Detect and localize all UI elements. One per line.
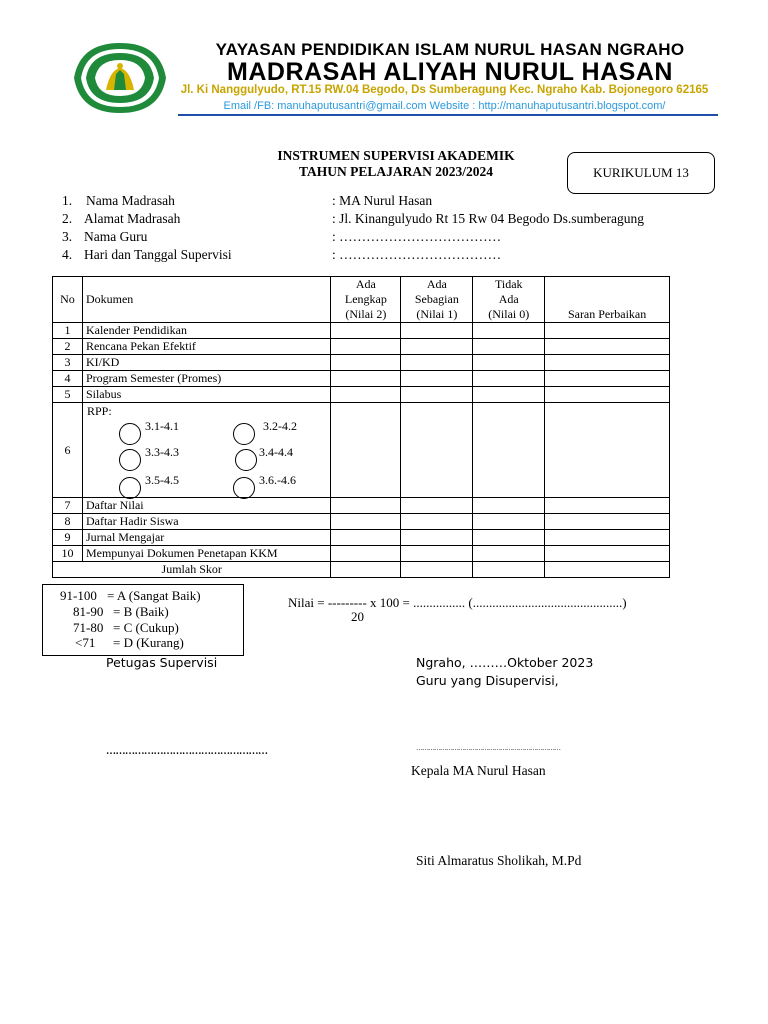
rpp-item-1: 3.1-4.1 (144, 419, 179, 433)
rpp-item-6: 3.6.-4.6 (258, 473, 296, 487)
table-row (53, 387, 670, 403)
info-label-1: Nama Madrasah (86, 193, 175, 208)
info-value-2: : Jl. Kinangulyudo Rt 15 Rw 04 Begodo Ds.sumberagung (332, 211, 644, 226)
place-date: Ngraho, ………Oktober 2023 (416, 655, 594, 670)
grade-range-d: <71 (75, 635, 96, 650)
table-row (53, 339, 670, 355)
foundation-name: YAYASAN PENDIDIKAN ISLAM NURUL HASAN NGRAHO (215, 40, 685, 59)
row-doc: Jurnal Mengajar (82, 530, 330, 546)
row-no: 1 (53, 323, 83, 339)
rpp-item-4: 3.4-4.4 (258, 445, 293, 459)
info-label-2: Alamat Madrasah (84, 211, 181, 226)
grade-value-a: = A (Sangat Baik) (107, 588, 201, 603)
row-no: 10 (53, 546, 83, 562)
grade-value-d: = D (Kurang) (113, 635, 184, 650)
table-row (53, 546, 670, 562)
document-title: INSTRUMEN SUPERVISI AKADEMIK (277, 148, 515, 163)
table-row (53, 371, 670, 387)
school-logo (70, 40, 170, 116)
row-doc: KI/KD (82, 355, 330, 371)
header-tidak-ada: Tidak Ada (Nilai 0) (473, 277, 545, 323)
row-no: 4 (53, 371, 83, 387)
table-row-rpp (53, 403, 670, 498)
table-row (53, 323, 670, 339)
academic-year: TAHUN PELAJARAN 2023/2024 (298, 164, 493, 179)
info-num-1: 1. (62, 193, 73, 208)
row-no: 8 (53, 514, 83, 530)
grade-range-c: 71-80 (73, 620, 104, 635)
header-saran: Saran Perbaikan (545, 277, 670, 323)
table-row (53, 514, 670, 530)
header-ada-sebagian: Ada Sebagian (Nilai 1) (401, 277, 473, 323)
score-formula: Nilai = --------- x 100 = ................ (..............................................) (288, 595, 627, 610)
rpp-checkbox-5[interactable] (119, 477, 141, 499)
rpp-item-2: 3.2-4.2 (262, 419, 297, 433)
row-no: 3 (53, 355, 83, 371)
table-row (53, 530, 670, 546)
info-value-1: : MA Nurul Hasan (332, 193, 433, 208)
teacher-title: Guru yang Disupervisi, (416, 673, 559, 688)
supervisor-signature-line: …………………………………………… (106, 746, 268, 757)
row-no: 9 (53, 530, 83, 546)
header-dokumen: Dokumen (82, 277, 330, 323)
row-no: 2 (53, 339, 83, 355)
rpp-checkbox-3[interactable] (119, 449, 141, 471)
row-no: 5 (53, 387, 83, 403)
info-label-4: Hari dan Tanggal Supervisi (84, 247, 232, 262)
total-label: Jumlah Skor (53, 562, 331, 578)
curriculum-box: KURIKULUM 13 (567, 152, 715, 194)
school-contact: Email /FB: manuhaputusantri@gmail.com Website : http://manuhaputusantri.blogspot.com/ (223, 100, 666, 112)
rpp-checkbox-4[interactable] (235, 449, 257, 471)
header-ada-lengkap: Ada Lengkap (Nilai 2) (331, 277, 401, 323)
table-total-row (53, 562, 670, 578)
info-value-3: : ……………………………… (332, 229, 502, 244)
row-doc: Mempunyai Dokumen Penetapan KKM (82, 546, 330, 562)
grade-value-b: = B (Baik) (113, 604, 169, 619)
table-row (53, 355, 670, 371)
header-divider (178, 114, 718, 116)
info-label-3: Nama Guru (84, 229, 148, 244)
info-num-2: 2. (62, 211, 73, 226)
grade-range-b: 81-90 (73, 604, 104, 619)
teacher-signature-line: ……………………………………………………………… (416, 744, 560, 752)
grading-scale-box (42, 584, 244, 656)
row-doc: Silabus (82, 387, 330, 403)
rpp-cell (82, 403, 330, 498)
row-doc: Rencana Pekan Efektif (82, 339, 330, 355)
rpp-checkbox-2[interactable] (233, 423, 255, 445)
rpp-item-3: 3.3-4.3 (144, 445, 179, 459)
row-doc: Program Semester (Promes) (82, 371, 330, 387)
header-no: No (53, 277, 83, 323)
info-num-4: 4. (62, 247, 73, 262)
rpp-label: RPP: (86, 404, 112, 418)
row-no: 7 (53, 498, 83, 514)
grade-value-c: = C (Cukup) (113, 620, 179, 635)
head-title: Kepala MA Nurul Hasan (411, 763, 546, 778)
rpp-checkbox-6[interactable] (233, 477, 255, 499)
school-name: MADRASAH ALIYAH NURUL HASAN (227, 58, 673, 86)
supervisor-title: Petugas Supervisi (106, 655, 218, 670)
head-name: Siti Almaratus Sholikah, M.Pd (416, 853, 582, 868)
table-row (53, 498, 670, 514)
school-address: Jl. Ki Nanggulyudo, RT.15 RW.04 Begodo, Ds Sumberagung Kec. Ngraho Kab. Bojonegoro 62165 (180, 84, 709, 96)
row-doc: Daftar Hadir Siswa (82, 514, 330, 530)
rpp-checkbox-1[interactable] (119, 423, 141, 445)
rpp-item-5: 3.5-4.5 (144, 473, 179, 487)
row-no: 6 (53, 403, 83, 498)
grade-range-a: 91-100 (60, 588, 97, 603)
info-num-3: 3. (62, 229, 73, 244)
score-denominator: 20 (351, 609, 364, 624)
supervision-table (52, 276, 670, 578)
info-value-4: : ……………………………… (332, 247, 502, 262)
table-header-row (53, 277, 670, 323)
row-doc: Kalender Pendidikan (82, 323, 330, 339)
row-doc: Daftar Nilai (82, 498, 330, 514)
